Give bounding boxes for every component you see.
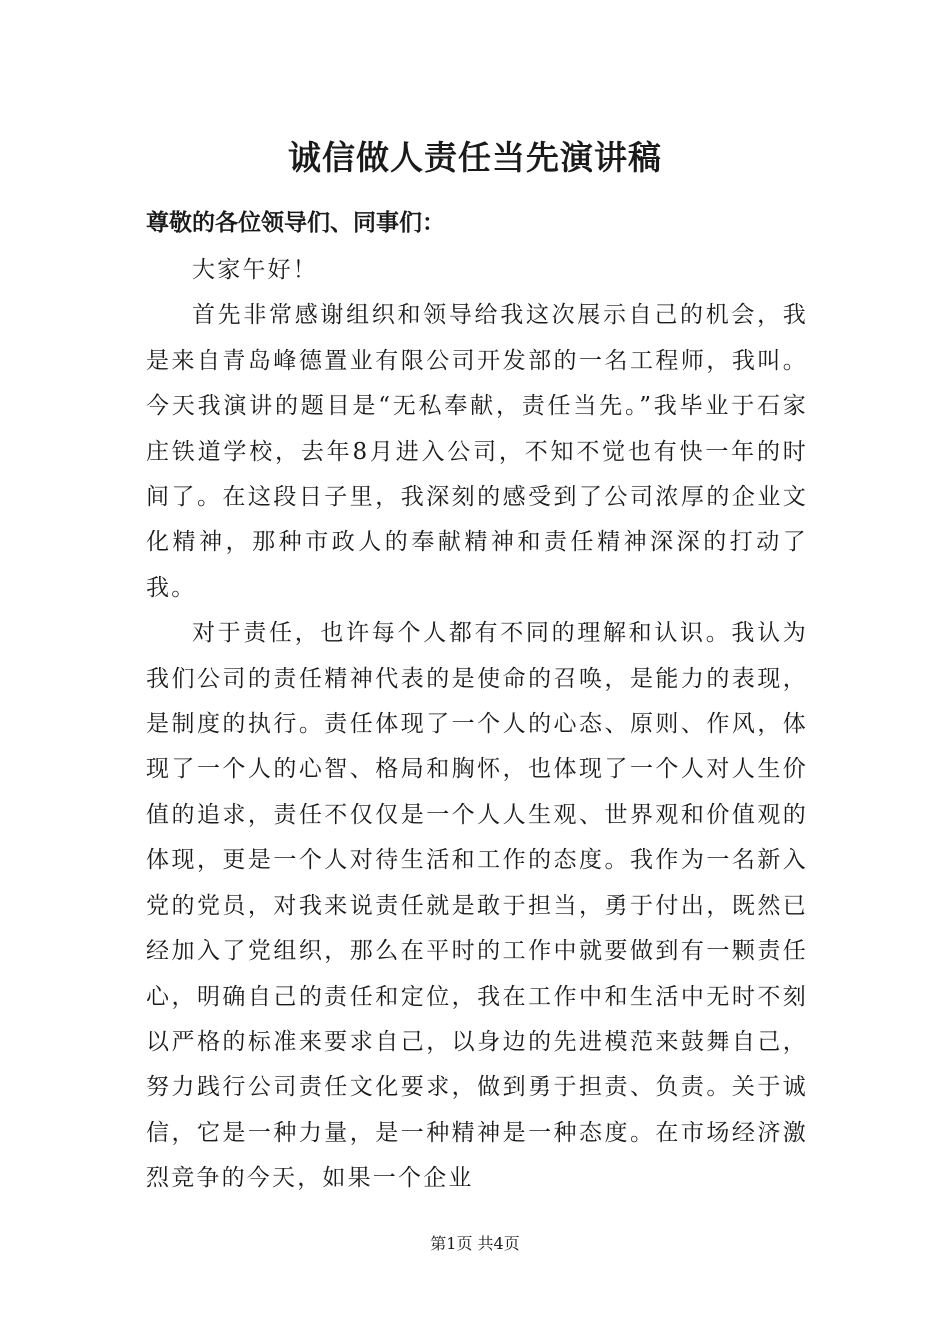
paragraph-responsibility: 对于责任，也许每个人都有不同的理解和认识。我认为我们公司的责任精神代表的是使命的召唤，是能力的表现，是制度的执行。责任体现了一个人的心态、原则、作风，体现了一个人的心智、格局和胸怀，也体现了一个人对人生价值的追求，责任不仅仅是一个人人生观、世界观和价值观的体现，更是一个人对待生活和工作的态度。我作为一名新入党的党员，对我来说责任就是敢于担当，勇于付出，既然已经加入了党组织，那么在平时的工作中就要做到有一颗责任心，明确自己的责任和定位，我在工作中和生活中无时不刻以严格的标准来要求自己，以身边的先进模范来鼓舞自己，努力践行公司责任文化要求，做到勇于担责、负责。关于诚信，它是一种力量，是一种精神是一种态度。在市场经济激烈竞争的今天，如果一个企业 (146, 620, 808, 1192)
salutation: 尊敬的各位领导们、同事们： (146, 209, 445, 236)
document-body (146, 248, 808, 1202)
paragraph-introduction: 首先非常感谢组织和领导给我这次展示自己的机会，我是来自青岛峰德置业有限公司开发部的一名工程师，我叫。今天我演讲的题目是“无私奉献，责任当先。”我毕业于石家庄铁道学校，去年8月进入公司，不知不觉也有快一年的时间了。在这段日子里，我深刻的感受到了公司浓厚的企业文化精神，那种市政人的奉献精神和责任精神深深的打动了我。 (146, 302, 808, 601)
paragraph-greeting: 大家午好！ (192, 257, 318, 283)
document-title: 诚信做人责任当先演讲稿 (288, 138, 662, 177)
page-footer: 第1页 共4页 (430, 1234, 520, 1253)
